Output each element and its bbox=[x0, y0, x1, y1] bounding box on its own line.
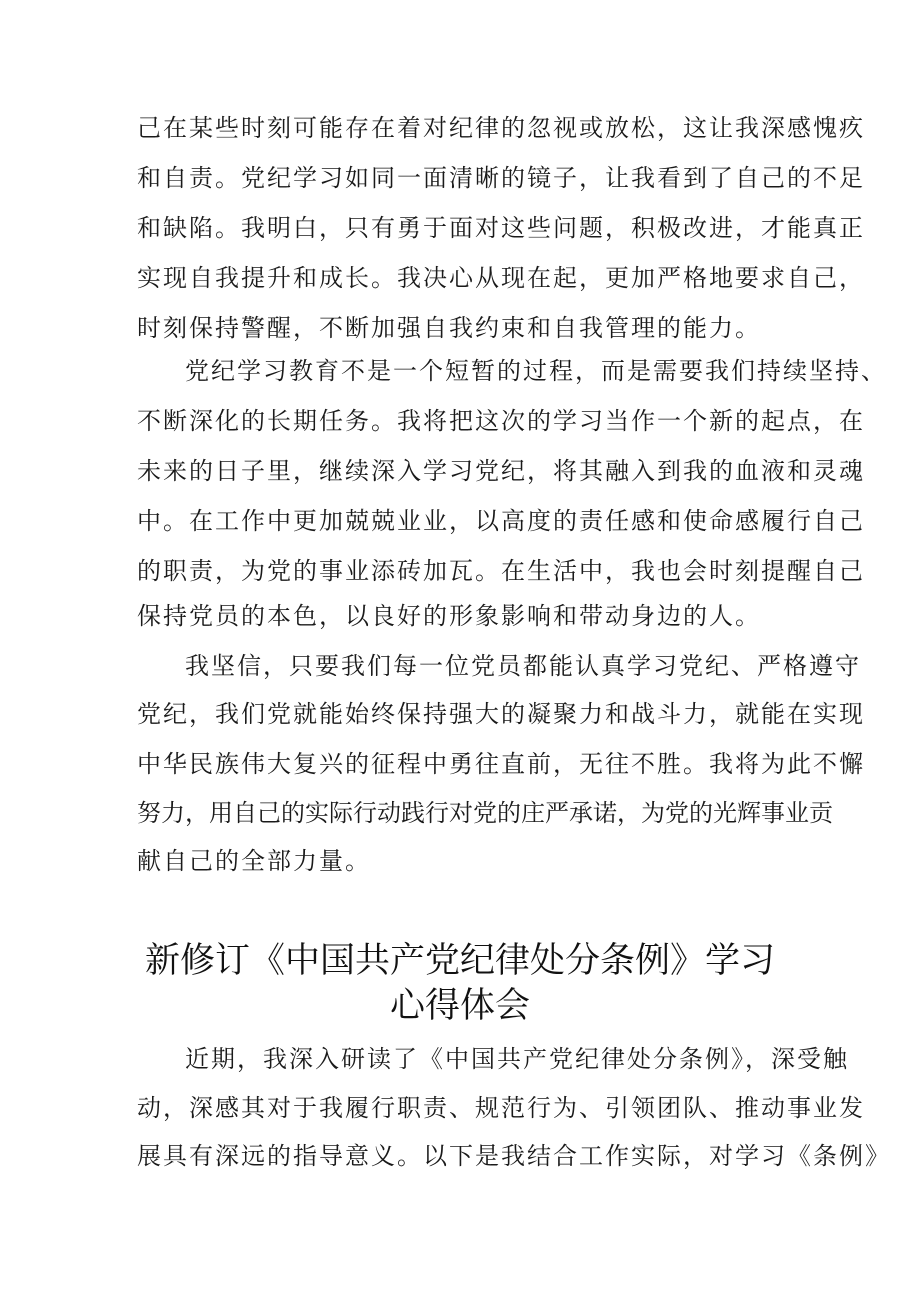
paragraph-1-line-3: 和缺陷。我明白，只有勇于面对这些问题，积极改进，才能真正 bbox=[137, 214, 865, 242]
intro-line-3: 展具有深远的指导意义。以下是我结合工作实际，对学习《条例》 bbox=[137, 1142, 891, 1170]
paragraph-2-line-1: 党纪学习教育不是一个短暂的过程，而是需要我们持续坚持、 bbox=[185, 357, 887, 385]
section-title-line-1: 新修订《中国共产党纪律处分条例》学习 bbox=[144, 941, 775, 981]
paragraph-1-line-2: 和自责。党纪学习如同一面清晰的镜子，让我看到了自己的不足 bbox=[137, 164, 865, 192]
intro-line-1: 近期，我深入研读了《中国共产党纪律处分条例》，深受触 bbox=[185, 1045, 849, 1073]
paragraph-3-line-3: 中华民族伟大复兴的征程中勇往直前，无往不胜。我将为此不懈 bbox=[137, 750, 865, 778]
paragraph-1-line-4: 实现自我提升和成长。我决心从现在起，更加严格地要求自己， bbox=[137, 264, 865, 292]
paragraph-3-line-2: 党纪，我们党就能始终保持强大的凝聚力和战斗力，就能在实现 bbox=[137, 700, 865, 728]
paragraph-3-line-5: 献自己的全部力量。 bbox=[137, 847, 371, 875]
paragraph-3-line-1: 我坚信，只要我们每一位党员都能认真学习党纪、严格遵守 bbox=[185, 652, 861, 680]
paragraph-2-line-2: 不断深化的长期任务。我将把这次的学习当作一个新的起点，在 bbox=[137, 407, 865, 435]
paragraph-2-line-6: 保持党员的本色，以良好的形象影响和带动身边的人。 bbox=[137, 602, 761, 630]
paragraph-1-line-1: 己在某些时刻可能存在着对纪律的忽视或放松，这让我深感愧疚 bbox=[137, 114, 865, 142]
paragraph-1-line-5: 时刻保持警醒，不断加强自我约束和自我管理的能力。 bbox=[137, 314, 761, 342]
paragraph-2-line-4: 中。在工作中更加兢兢业业，以高度的责任感和使命感履行自己 bbox=[137, 507, 865, 535]
section-title-line-2: 心得体会 bbox=[389, 986, 530, 1026]
intro-line-2: 动，深感其对于我履行职责、规范行为、引领团队、推动事业发 bbox=[137, 1094, 865, 1122]
paragraph-3-line-4: 努力，用自己的实际行动践行对党的庄严承诺，为党的光辉事业贡 bbox=[137, 799, 833, 827]
paragraph-2-line-3: 未来的日子里，继续深入学习党纪，将其融入到我的血液和灵魂 bbox=[137, 457, 865, 485]
paragraph-2-line-5: 的职责，为党的事业添砖加瓦。在生活中，我也会时刻提醒自己 bbox=[137, 557, 865, 585]
